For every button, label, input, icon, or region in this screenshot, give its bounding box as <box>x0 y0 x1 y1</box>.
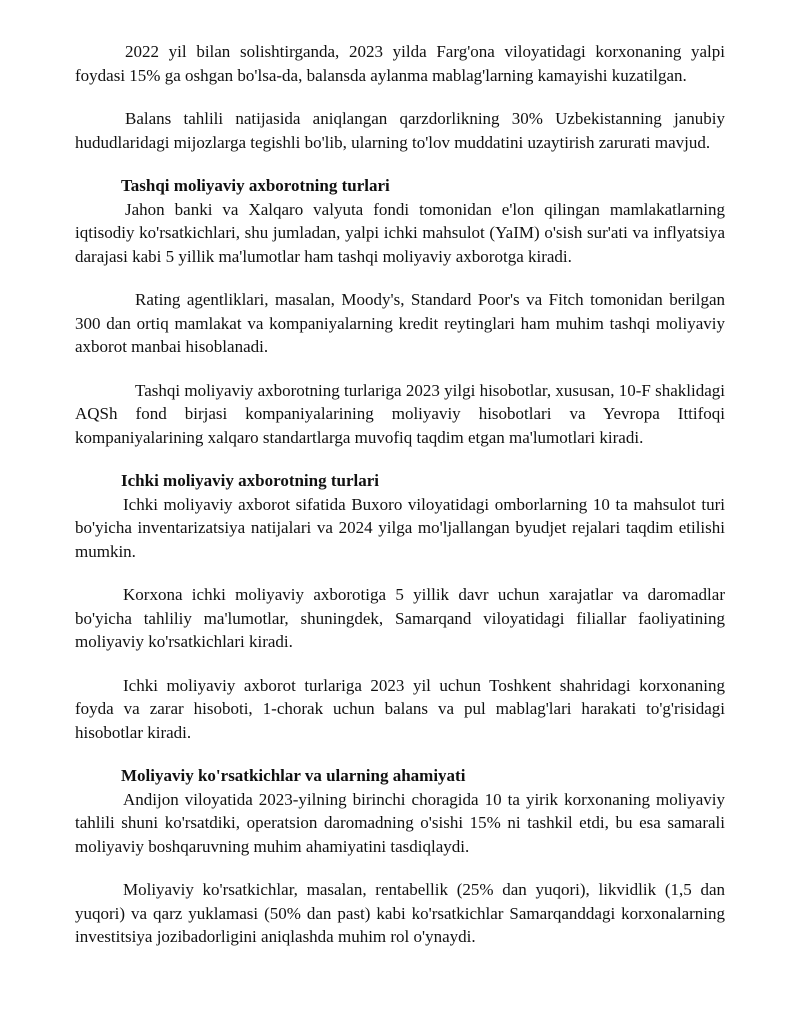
section-heading-internal-info: Ichki moliyaviy axborotning turlari <box>121 471 380 490</box>
external-info-paragraph-3: Tashqi moliyaviy axborotning turlariga 2023 yilgi hisobotlar, xususan, 10-F shaklidagi AQSh fond birjasi kompaniyalarining moliyaviy hisobotlari va Yevropa Ittifoqi kompaniyalarining xalqaro standartlarga muvofiq taqdim etgan ma'lumotlari kiradi. <box>75 380 725 447</box>
section-heading-financial-indicators: Moliyaviy ko'rsatkichlar va ularning ahamiyati <box>121 766 466 785</box>
financial-indicators-paragraph-2: Moliyaviy ko'rsatkichlar, masalan, rentabellik (25% dan yuqori), likvidlik (1,5 dan yuqori) va qarz yuklamasi (50% dan past) kabi ko'rsatkichlar Samarqanddagi korxonalarning investitsiya jozibadorligini aniqlashda muhim rol o'ynaydi. <box>75 880 725 946</box>
external-info-paragraph-1: Jahon banki va Xalqaro valyuta fondi tomonidan e'lon qilingan mamlakatlarning iqtisodiy ko'rsatkichlari, shu jumladan, yalpi ichki mahsulot (YaIM) o'sish sur'ati va inflyatsiya darajasi kabi 5 yillik ma'lumotlar ham tashqi moliyaviy axborotga kiradi. <box>75 199 725 266</box>
section-heading-external-info: Tashqi moliyaviy axborotning turlari <box>121 176 390 195</box>
internal-info-paragraph-3: Ichki moliyaviy axborot turlariga 2023 yil uchun Toshkent shahridagi korxonaning foyda va zarar hisoboti, 1-chorak uchun balans va pul mablag'lari harakati to'g'risidagi hisobotlar kiradi. <box>75 675 725 742</box>
intro-paragraph-2: Balans tahlili natijasida aniqlangan qarzdorlikning 30% Uzbekistanning janubiy hududlaridagi mijozlarga tegishli bo'lib, ularning to'lov muddatini uzaytirish zarurati mavjud. <box>75 109 725 152</box>
document-page <box>75 40 725 969</box>
intro-paragraph-1: 2022 yil bilan solishtirganda, 2023 yilda Farg'ona viloyatidagi korxonaning yalpi foydasi 15% ga oshgan bo'lsa-da, balansda aylanma mablag'larning kamayishi kuzatilgan. <box>75 42 725 85</box>
internal-info-paragraph-2: Korxona ichki moliyaviy axborotiga 5 yillik davr uchun xarajatlar va daromadlar bo'yicha tahliliy ma'lumotlar, shuningdek, Samarqand viloyatidagi filiallar faoliyatining moliyaviy ko'rsatkichlari kiradi. <box>75 585 725 651</box>
financial-indicators-paragraph-1: Andijon viloyatida 2023-yilning birinchi choragida 10 ta yirik korxonaning moliyaviy tahlili shuni ko'rsatdiki, operatsion daromadning o'sishi 15% ni tashkil etdi, bu esa samarali moliyaviy boshqaruvning muhim ahamiyatini tasdiqlaydi. <box>75 789 725 856</box>
internal-info-paragraph-1: Ichki moliyaviy axborot sifatida Buxoro viloyatidagi omborlarning 10 ta mahsulot turi bo'yicha inventarizatsiya natijalari va 2024 yilga mo'ljallangan byudjet rejalari taqdim etilishi mumkin. <box>75 494 725 561</box>
external-info-paragraph-2: Rating agentliklari, masalan, Moody's, Standard Poor's va Fitch tomonidan berilgan 300 dan ortiq mamlakat va kompaniyalarning kredit reytinglari ham muhim tashqi moliyaviy axborot manbai hisoblanadi. <box>75 290 725 356</box>
